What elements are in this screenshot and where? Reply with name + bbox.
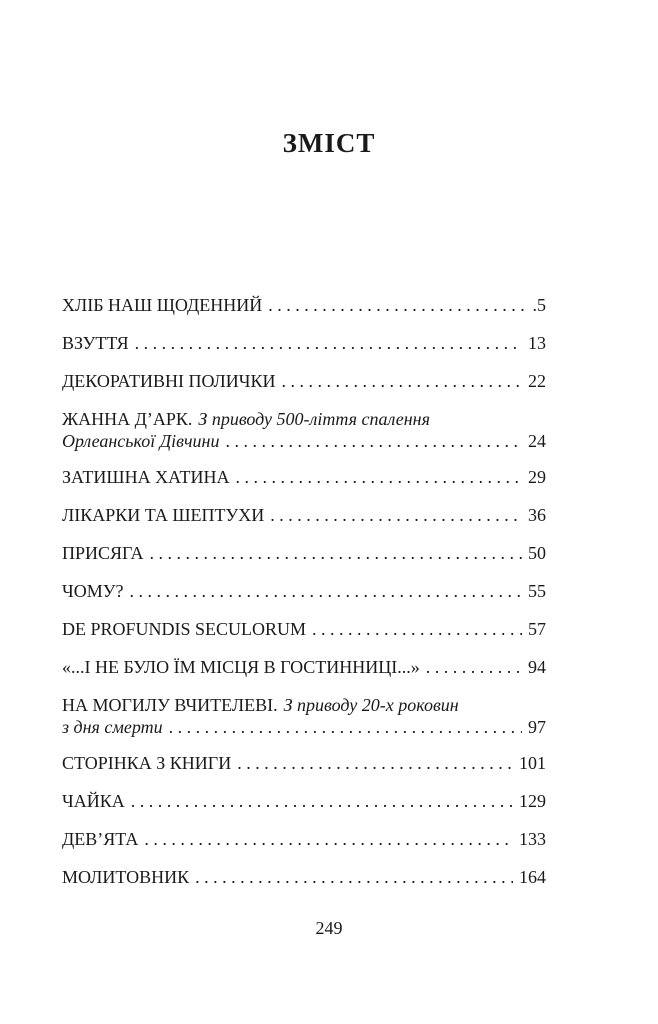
toc-entry-title: ЗАТИШНА ХАТИНА — [62, 467, 230, 487]
toc-entry — [62, 370, 546, 392]
toc-entry-page: 97 — [528, 717, 546, 737]
toc-entry — [62, 408, 546, 452]
toc-entry — [62, 542, 546, 564]
leader-dots — [426, 656, 522, 678]
toc-entry-page: 133 — [519, 829, 546, 849]
toc-entry-subtitle: З приводу 20-х роковин — [283, 695, 459, 715]
table-of-contents — [62, 294, 546, 904]
toc-entry-title: DE PROFUNDIS SECULORUM — [62, 619, 307, 639]
toc-entry-subtitle: з дня смерти — [62, 717, 163, 737]
toc-entry — [62, 656, 546, 678]
leader-dots — [195, 866, 513, 888]
toc-entry-title: ПРИСЯГА — [62, 543, 144, 563]
toc-entry — [62, 866, 546, 888]
toc-entry — [62, 580, 546, 602]
toc-entry-page: 13 — [528, 333, 546, 353]
toc-entry — [62, 752, 546, 774]
toc-entry-page: 129 — [519, 791, 546, 811]
leader-dots — [131, 790, 513, 812]
toc-entry-page: 55 — [528, 581, 546, 601]
toc-entry — [62, 828, 546, 850]
toc-entry-page: 50 — [528, 543, 546, 563]
leader-dots — [149, 542, 522, 564]
toc-entry — [62, 694, 546, 738]
leader-dots — [135, 332, 522, 354]
leader-dots — [129, 580, 522, 602]
page-title: ЗМІСТ — [282, 128, 376, 158]
leader-dots — [268, 294, 526, 316]
toc-entry-title: СТОРІНКА З КНИГИ — [62, 753, 232, 773]
toc-entry-page: 164 — [519, 867, 546, 887]
toc-entry-subtitle: З приводу 500-ліття спалення — [198, 409, 430, 429]
toc-entry-title: ХЛІБ НАШ ЩОДЕННИЙ — [62, 295, 263, 315]
toc-entry-page: 36 — [528, 505, 546, 525]
toc-entry-title: ЛІКАРКИ ТА ШЕПТУХИ — [62, 505, 265, 525]
toc-entry-title: ЧОМУ? — [62, 581, 124, 601]
toc-entry-page: 24 — [528, 431, 546, 451]
toc-entry — [62, 504, 546, 526]
leader-dots — [281, 370, 522, 392]
leader-dots — [237, 752, 513, 774]
toc-entry-title: МОЛИТОВНИК — [62, 867, 190, 887]
toc-entry-subtitle: Орлеанської Дівчини — [62, 431, 220, 451]
toc-entry-title: ЧАЙКА — [62, 791, 125, 811]
leader-dots — [270, 504, 522, 526]
leader-dots — [169, 716, 522, 738]
toc-entry-page: 57 — [528, 619, 546, 639]
toc-entry — [62, 466, 546, 488]
toc-entry-page: 94 — [528, 657, 546, 677]
toc-entry-page: 29 — [528, 467, 546, 487]
toc-entry-page: .5 — [532, 295, 546, 315]
toc-entry-title: ЖАННА Д’АРК. — [62, 409, 193, 429]
toc-entry — [62, 790, 546, 812]
page-number: 249 — [315, 918, 343, 938]
leader-dots — [144, 828, 513, 850]
toc-entry — [62, 332, 546, 354]
toc-entry-page: 101 — [519, 753, 546, 773]
toc-entry — [62, 294, 546, 316]
leader-dots — [312, 618, 522, 640]
toc-entry-title: ДЕКОРАТИВНІ ПОЛИЧКИ — [62, 371, 276, 391]
toc-entry-page: 22 — [528, 371, 546, 391]
toc-entry-title: НА МОГИЛУ ВЧИТЕЛЕВІ. — [62, 695, 278, 715]
leader-dots — [226, 430, 523, 452]
toc-entry-title: ДЕВ’ЯТА — [62, 829, 139, 849]
toc-entry — [62, 618, 546, 640]
toc-entry-title: ВЗУТТЯ — [62, 333, 129, 353]
leader-dots — [236, 466, 523, 488]
toc-entry-title: «...І НЕ БУЛО ЇМ МІСЦЯ В ГОСТИННИЦІ...» — [62, 657, 420, 677]
